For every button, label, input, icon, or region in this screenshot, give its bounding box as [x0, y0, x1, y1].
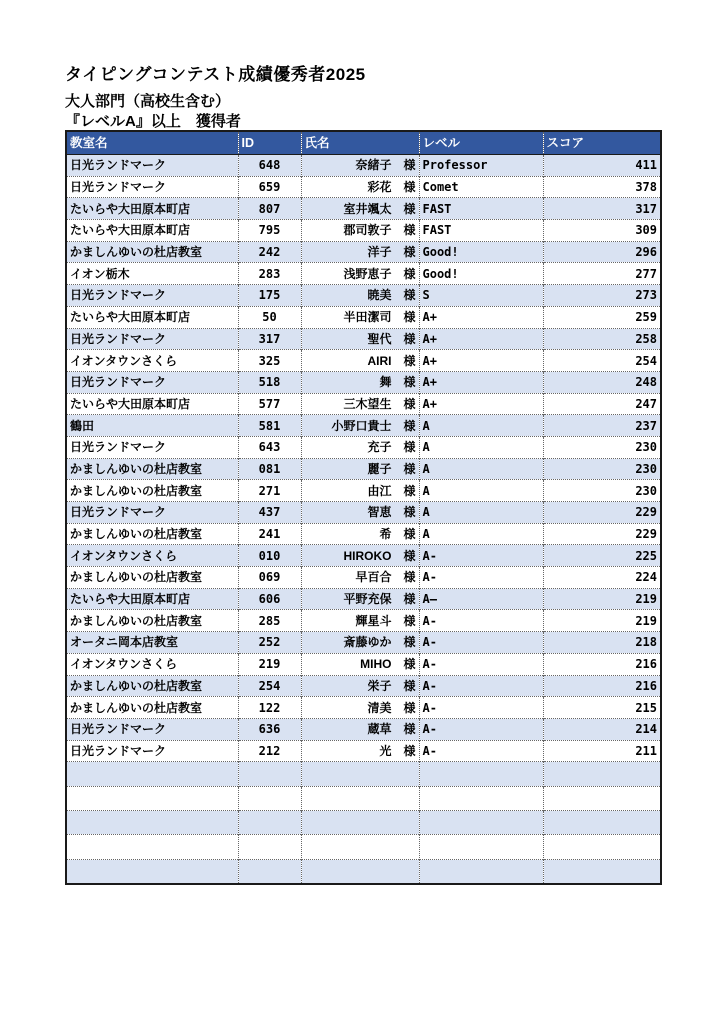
cell-score: 230 — [543, 458, 661, 480]
cell-name: 三木望生 様 — [301, 393, 419, 415]
cell-score: 378 — [543, 176, 661, 198]
table-row — [66, 436, 661, 458]
cell-id-empty — [238, 835, 301, 859]
cell-score: 229 — [543, 523, 661, 545]
cell-classroom: たいらや大田原本町店 — [66, 220, 238, 242]
cell-classroom: たいらや大田原本町店 — [66, 393, 238, 415]
cell-score: 216 — [543, 653, 661, 675]
cell-name: 彩花 様 — [301, 176, 419, 198]
cell-id: 50 — [238, 306, 301, 328]
cell-id: 648 — [238, 155, 301, 177]
empty-row — [66, 835, 661, 859]
cell-classroom: 日光ランドマーク — [66, 502, 238, 524]
table-row — [66, 198, 661, 220]
header-cell-name: 氏名 — [301, 131, 419, 155]
table-row — [66, 502, 661, 524]
cell-level: A- — [419, 632, 543, 654]
cell-classroom: かましんゆいの杜店教室 — [66, 675, 238, 697]
cell-id: 219 — [238, 653, 301, 675]
cell-name: 充子 様 — [301, 436, 419, 458]
table-row — [66, 697, 661, 719]
cell-classroom: 日光ランドマーク — [66, 285, 238, 307]
cell-score: 247 — [543, 393, 661, 415]
cell-classroom-empty — [66, 859, 238, 883]
cell-name: 聖代 様 — [301, 328, 419, 350]
cell-level: A+ — [419, 371, 543, 393]
cell-classroom: かましんゆいの杜店教室 — [66, 458, 238, 480]
table-row — [66, 567, 661, 589]
cell-id: 795 — [238, 220, 301, 242]
cell-id: 325 — [238, 350, 301, 372]
table-row — [66, 415, 661, 437]
table-row — [66, 610, 661, 632]
table-row — [66, 718, 661, 740]
empty-row — [66, 762, 661, 786]
cell-classroom-empty — [66, 835, 238, 859]
cell-score-empty — [543, 762, 661, 786]
cell-name: 半田潔司 様 — [301, 306, 419, 328]
header-cell-classroom: 教室名 — [66, 131, 238, 155]
cell-name: 輝星斗 様 — [301, 610, 419, 632]
cell-id-empty — [238, 811, 301, 835]
cell-level: A- — [419, 675, 543, 697]
table-row — [66, 155, 661, 177]
cell-id: 254 — [238, 675, 301, 697]
cell-classroom: たいらや大田原本町店 — [66, 198, 238, 220]
cell-score: 219 — [543, 610, 661, 632]
table-row — [66, 220, 661, 242]
table-row — [66, 176, 661, 198]
cell-score: 216 — [543, 675, 661, 697]
cell-name: 室井颯太 様 — [301, 198, 419, 220]
cell-score: 411 — [543, 155, 661, 177]
cell-id-empty — [238, 859, 301, 883]
cell-level: A― — [419, 588, 543, 610]
empty-row — [66, 811, 661, 835]
cell-name: 希 様 — [301, 523, 419, 545]
cell-score: 258 — [543, 328, 661, 350]
cell-id: 807 — [238, 198, 301, 220]
cell-score: 317 — [543, 198, 661, 220]
header-cell-id: ID — [238, 131, 301, 155]
cell-classroom: オータニ岡本店教室 — [66, 632, 238, 654]
table-row — [66, 263, 661, 285]
table-row — [66, 285, 661, 307]
cell-classroom: 日光ランドマーク — [66, 328, 238, 350]
cell-name-empty — [301, 835, 419, 859]
cell-classroom: かましんゆいの杜店教室 — [66, 567, 238, 589]
cell-score: 211 — [543, 740, 661, 762]
cell-classroom: イオンタウンさくら — [66, 350, 238, 372]
cell-id: 271 — [238, 480, 301, 502]
cell-score: 215 — [543, 697, 661, 719]
table-row — [66, 653, 661, 675]
cell-level: Good! — [419, 241, 543, 263]
cell-id: 577 — [238, 393, 301, 415]
cell-name: 舞 様 — [301, 371, 419, 393]
table-row — [66, 675, 661, 697]
cell-level-empty — [419, 811, 543, 835]
cell-classroom: イオン栃木 — [66, 263, 238, 285]
cell-level: A- — [419, 567, 543, 589]
cell-classroom: 日光ランドマーク — [66, 371, 238, 393]
cell-classroom: 日光ランドマーク — [66, 740, 238, 762]
cell-id: 437 — [238, 502, 301, 524]
cell-score: 219 — [543, 588, 661, 610]
cell-level: Comet — [419, 176, 543, 198]
cell-level: A — [419, 436, 543, 458]
table-row — [66, 328, 661, 350]
cell-classroom: かましんゆいの杜店教室 — [66, 697, 238, 719]
cell-id: 636 — [238, 718, 301, 740]
cell-level: A- — [419, 545, 543, 567]
cell-level: A- — [419, 653, 543, 675]
cell-id: 252 — [238, 632, 301, 654]
table-row — [66, 241, 661, 263]
cell-level-empty — [419, 762, 543, 786]
cell-score-empty — [543, 786, 661, 810]
cell-score-empty — [543, 835, 661, 859]
cell-score: 229 — [543, 502, 661, 524]
cell-level: A — [419, 502, 543, 524]
header-cell-level: レベル — [419, 131, 543, 155]
page-condition: 『レベルA』以上 獲得者 — [65, 113, 241, 130]
table-row — [66, 523, 661, 545]
cell-level-empty — [419, 859, 543, 883]
cell-classroom: たいらや大田原本町店 — [66, 306, 238, 328]
cell-score: 273 — [543, 285, 661, 307]
cell-classroom-empty — [66, 811, 238, 835]
cell-score: 214 — [543, 718, 661, 740]
cell-classroom: かましんゆいの杜店教室 — [66, 480, 238, 502]
cell-id: 659 — [238, 176, 301, 198]
cell-level: FAST — [419, 220, 543, 242]
cell-classroom: たいらや大田原本町店 — [66, 588, 238, 610]
cell-id: 581 — [238, 415, 301, 437]
page-subtitle: 大人部門（高校生含む） — [65, 93, 231, 110]
cell-id: 242 — [238, 241, 301, 263]
cell-id-empty — [238, 786, 301, 810]
cell-classroom: 日光ランドマーク — [66, 155, 238, 177]
cell-score: 248 — [543, 371, 661, 393]
cell-id-empty — [238, 762, 301, 786]
cell-classroom: 日光ランドマーク — [66, 718, 238, 740]
cell-name: HIROKO 様 — [301, 545, 419, 567]
cell-level: A — [419, 523, 543, 545]
cell-name: 智恵 様 — [301, 502, 419, 524]
cell-score: 309 — [543, 220, 661, 242]
table-row — [66, 458, 661, 480]
cell-level-empty — [419, 786, 543, 810]
cell-classroom: かましんゆいの杜店教室 — [66, 610, 238, 632]
cell-level: S — [419, 285, 543, 307]
cell-name: 由江 様 — [301, 480, 419, 502]
cell-name-empty — [301, 859, 419, 883]
cell-level-empty — [419, 835, 543, 859]
cell-classroom: イオンタウンさくら — [66, 653, 238, 675]
page-title: タイピングコンテスト成績優秀者2025 — [65, 65, 366, 84]
cell-level: Good! — [419, 263, 543, 285]
table-row — [66, 306, 661, 328]
cell-level: A- — [419, 718, 543, 740]
table-row — [66, 740, 661, 762]
cell-name: MIHO 様 — [301, 653, 419, 675]
cell-id: 317 — [238, 328, 301, 350]
cell-level: A+ — [419, 350, 543, 372]
cell-level: A- — [419, 740, 543, 762]
cell-name: 清美 様 — [301, 697, 419, 719]
table-row — [66, 393, 661, 415]
cell-classroom: 日光ランドマーク — [66, 436, 238, 458]
cell-id: 069 — [238, 567, 301, 589]
cell-name: 郡司敦子 様 — [301, 220, 419, 242]
cell-name: AIRI 様 — [301, 350, 419, 372]
table-row — [66, 588, 661, 610]
cell-name: 麗子 様 — [301, 458, 419, 480]
table-row — [66, 480, 661, 502]
table-header-row — [66, 131, 661, 155]
cell-score-empty — [543, 811, 661, 835]
cell-id: 122 — [238, 697, 301, 719]
table-row — [66, 545, 661, 567]
cell-score: 259 — [543, 306, 661, 328]
cell-name: 奈緒子 様 — [301, 155, 419, 177]
cell-id: 175 — [238, 285, 301, 307]
cell-name: 洋子 様 — [301, 241, 419, 263]
cell-score: 230 — [543, 436, 661, 458]
cell-name: 早百合 様 — [301, 567, 419, 589]
cell-name: 栄子 様 — [301, 675, 419, 697]
cell-score: 225 — [543, 545, 661, 567]
cell-score: 230 — [543, 480, 661, 502]
cell-level: A — [419, 480, 543, 502]
cell-score-empty — [543, 859, 661, 883]
table-row — [66, 632, 661, 654]
cell-id: 212 — [238, 740, 301, 762]
cell-name-empty — [301, 811, 419, 835]
cell-level: A — [419, 415, 543, 437]
cell-classroom: イオンタウンさくら — [66, 545, 238, 567]
cell-id: 241 — [238, 523, 301, 545]
cell-name-empty — [301, 762, 419, 786]
cell-name: 暁美 様 — [301, 285, 419, 307]
cell-level: A- — [419, 697, 543, 719]
empty-row — [66, 786, 661, 810]
cell-level: A+ — [419, 328, 543, 350]
cell-name: 平野充保 様 — [301, 588, 419, 610]
cell-score: 237 — [543, 415, 661, 437]
cell-name-empty — [301, 786, 419, 810]
table-row — [66, 371, 661, 393]
cell-level: FAST — [419, 198, 543, 220]
cell-name: 光 様 — [301, 740, 419, 762]
cell-level: A+ — [419, 306, 543, 328]
cell-id: 518 — [238, 371, 301, 393]
cell-score: 218 — [543, 632, 661, 654]
cell-level: A+ — [419, 393, 543, 415]
cell-id: 283 — [238, 263, 301, 285]
cell-score: 296 — [543, 241, 661, 263]
results-table — [65, 130, 662, 885]
cell-classroom-empty — [66, 762, 238, 786]
cell-score: 224 — [543, 567, 661, 589]
cell-id: 606 — [238, 588, 301, 610]
cell-score: 254 — [543, 350, 661, 372]
cell-level: A- — [419, 610, 543, 632]
cell-name: 浅野恵子 様 — [301, 263, 419, 285]
cell-classroom-empty — [66, 786, 238, 810]
cell-name: 小野口貴士 様 — [301, 415, 419, 437]
cell-level: Professor — [419, 155, 543, 177]
empty-row — [66, 859, 661, 883]
cell-classroom: 鶴田 — [66, 415, 238, 437]
cell-name: 蔵草 様 — [301, 718, 419, 740]
cell-id: 081 — [238, 458, 301, 480]
cell-classroom: かましんゆいの杜店教室 — [66, 241, 238, 263]
cell-id: 643 — [238, 436, 301, 458]
cell-classroom: かましんゆいの杜店教室 — [66, 523, 238, 545]
table-row — [66, 350, 661, 372]
cell-name: 斎藤ゆか 様 — [301, 632, 419, 654]
cell-score: 277 — [543, 263, 661, 285]
cell-id: 010 — [238, 545, 301, 567]
header-cell-score: スコア — [543, 131, 661, 155]
cell-id: 285 — [238, 610, 301, 632]
cell-classroom: 日光ランドマーク — [66, 176, 238, 198]
cell-level: A — [419, 458, 543, 480]
